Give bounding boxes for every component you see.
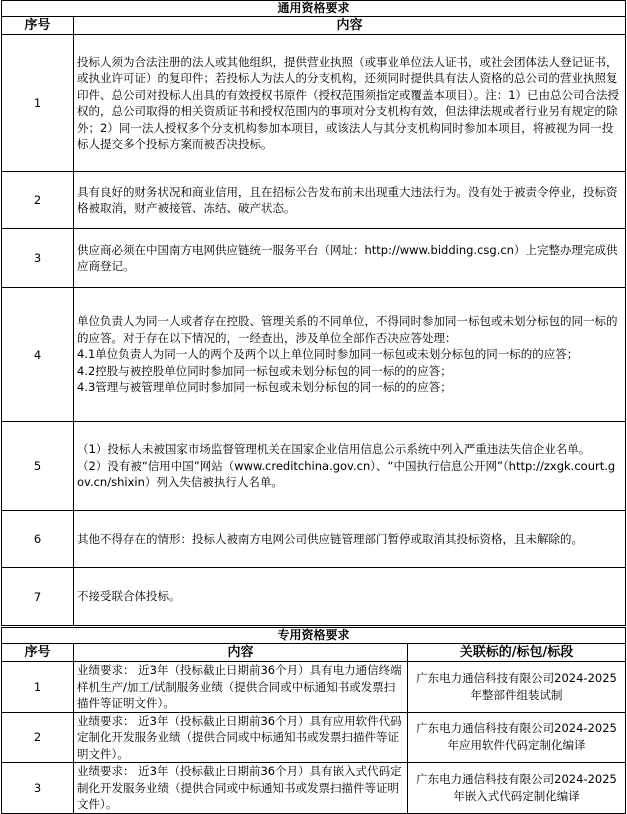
row-paragraph: 4.3管理与被管理单位同时参加同一标包或未划分标包的同一标的的应答； xyxy=(77,380,452,395)
row-paragraph: （2）没有被“信用中国”网站（www.creditchina.gov.cn）、“中国执行信息公开网”（http://zxgk.court.gov.cn/shixin）列入失信被执行人名单。 xyxy=(77,458,616,490)
row-paragraph: 4.2控股与被控股单位同时参加同一标包或未划分标包的同一标的的应答； xyxy=(77,363,452,378)
col-header-package: 关联标的/标包/标段 xyxy=(408,644,626,662)
table-row xyxy=(2,712,626,763)
row-content: 业绩要求： 近3年（投标截止日期前36个月）具有电力通信终端样机生产/加工/试制服务业绩（提供合同或中标通知书或发票扫描件等证明文件）。 xyxy=(74,662,408,713)
row-number: 3 xyxy=(2,763,74,814)
row-content: 业绩要求： 近3年（投标截止日期前36个月）具有嵌入式代码定制化开发服务业绩（提供合同或中标通知书或发票扫描件等证明文件）。 xyxy=(74,763,408,814)
table-row xyxy=(2,35,626,172)
row-number: 3 xyxy=(2,229,74,288)
special-table-title: 专用资格要求 xyxy=(2,628,626,644)
table-row xyxy=(2,568,626,626)
col-header-no: 序号 xyxy=(2,644,74,662)
row-paragraph: 4.1单位负责人为同一人的两个及两个以上单位同时参加同一标包或未划分标包的同一标的的应答； xyxy=(77,347,579,362)
row-paragraph: （1）投标人未被国家市场监督管理机关在国家企业信用信息公示系统中列入严重违法失信企业名单。 xyxy=(77,442,591,457)
special-requirements-table xyxy=(1,627,626,814)
row-content: 不接受联合体投标。 xyxy=(74,568,626,626)
row-package: 广东电力通信科技有限公司2024-2025年应用软件代码定制化编译 xyxy=(408,712,626,763)
row-content: 具有良好的财务状况和商业信用，且在招标公告发布前未出现重大违法行为。没有处于被责令停业，投标资格被取消，财产被接管、冻结、破产状态。 xyxy=(74,172,626,229)
col-header-content: 内容 xyxy=(74,17,626,35)
row-content: 其他不得存在的情形：投标人被南方电网公司供应链管理部门暂停或取消其投标资格，且未解除的。 xyxy=(74,511,626,568)
row-content xyxy=(74,288,626,422)
table-row xyxy=(2,763,626,814)
table-row xyxy=(2,422,626,511)
table-row xyxy=(2,172,626,229)
general-table-title: 通用资格要求 xyxy=(2,1,626,17)
col-header-no: 序号 xyxy=(2,17,74,35)
row-number: 1 xyxy=(2,35,74,172)
row-number: 2 xyxy=(2,712,74,763)
row-package: 广东电力通信科技有限公司2024-2025年整部件组装试制 xyxy=(408,662,626,713)
row-content xyxy=(74,422,626,511)
row-content: 投标人须为合法注册的法人或其他组织，提供营业执照（或事业单位法人证书，或社会团体法人登记证书，或执业许可证）的复印件；若投标人为法人的分支机构，还须同时提供具有法人资格的总公司的营业执照复印件、总公司对投标人出具的有效授权书原件（授权范围须指定或覆盖本项目）。注：1）已由总公司合法授权的，总公司取得的相关资质证书和授权范围内的事项对分支机构有效，但法律法规或者行业另有规定的除外；2）同一法人授权多个分支机构参加本项目，或该法人与其分支机构同时参加本项目，将被视为同一投标人提交多个投标方案而被否决投标。 xyxy=(74,35,626,172)
row-content: 供应商必须在中国南方电网供应链统一服务平台（网址：http://www.bidding.csg.cn）上完整办理完成供应商登记。 xyxy=(74,229,626,288)
row-number: 1 xyxy=(2,662,74,713)
row-package: 广东电力通信科技有限公司2024-2025年嵌入式代码定制化编译 xyxy=(408,763,626,814)
row-number: 4 xyxy=(2,288,74,422)
table-row xyxy=(2,229,626,288)
col-header-content: 内容 xyxy=(74,644,408,662)
row-number: 6 xyxy=(2,511,74,568)
general-requirements-table xyxy=(1,0,626,626)
row-number: 5 xyxy=(2,422,74,511)
table-row xyxy=(2,511,626,568)
table-row xyxy=(2,662,626,713)
table-row xyxy=(2,288,626,422)
row-number: 2 xyxy=(2,172,74,229)
row-number: 7 xyxy=(2,568,74,626)
row-paragraph: 单位负责人为同一人或者存在控股、管理关系的不同单位，不得同时参加同一标包或未划分标包的同一标的的应答。对于存在以下情况的，一经查出，涉及单位全部作否决应答处理： xyxy=(77,314,618,345)
row-content: 业绩要求： 近3年（投标截止日期前36个月）具有应用软件代码定制化开发服务业绩（提供合同或中标通知书或发票扫描件等证明文件）。 xyxy=(74,712,408,763)
